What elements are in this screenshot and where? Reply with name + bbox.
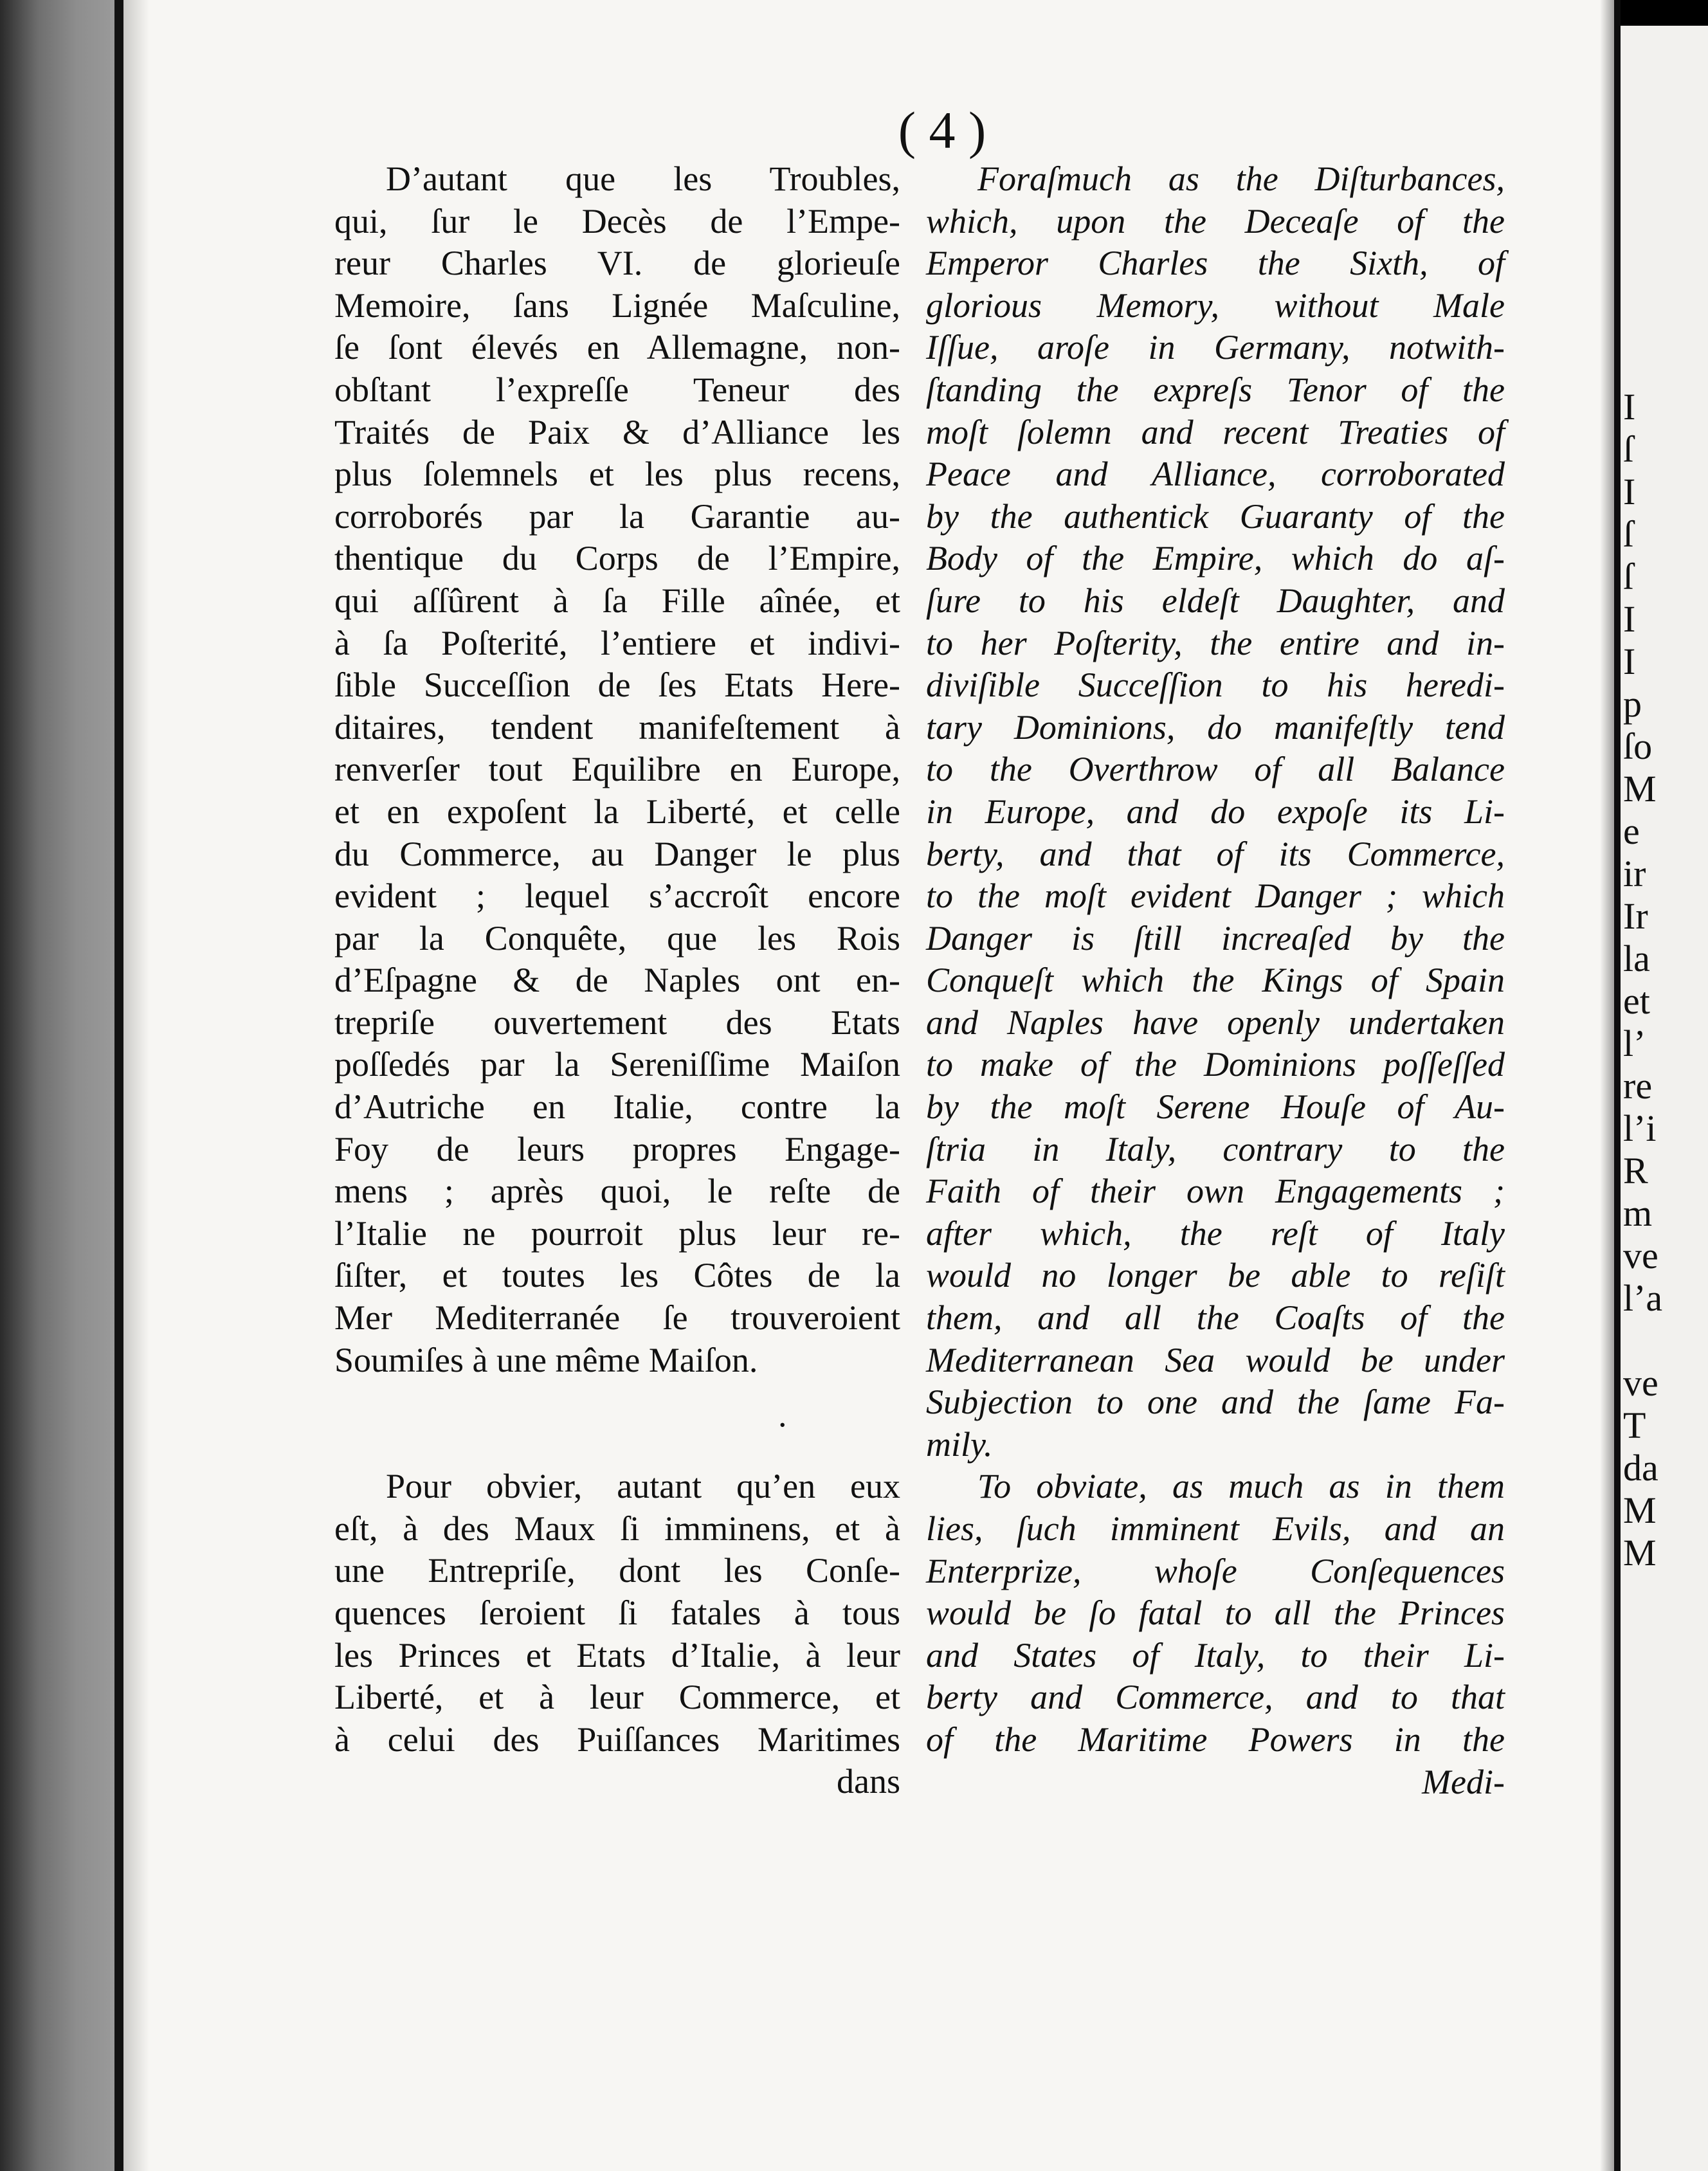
english-catchword: Medi- bbox=[1422, 1762, 1505, 1801]
text-line: glorious Memory, without Male bbox=[926, 286, 1505, 325]
text-line: ſible Succeſſion de ſes Etats Here- bbox=[334, 666, 900, 705]
french-paragraph-1 bbox=[334, 158, 900, 1381]
text-line: would be ſo fatal to all the Princes bbox=[926, 1594, 1505, 1633]
text-line: to the moſt evident Danger ; which bbox=[926, 877, 1505, 916]
next-page-fragment: ſ bbox=[1623, 513, 1634, 555]
text-line: Peace and Alliance, corroborated bbox=[926, 455, 1505, 494]
next-page-fragment: et bbox=[1623, 980, 1650, 1022]
next-page-fragment: M bbox=[1623, 1532, 1657, 1574]
text-line: and States of Italy, to their Li- bbox=[926, 1635, 1505, 1675]
next-page-fragment: e bbox=[1623, 810, 1640, 852]
text-line: du Commerce, au Danger le plus bbox=[334, 834, 900, 873]
text-line: ſtria in Italy, contrary to the bbox=[926, 1129, 1505, 1168]
text-line: Subjection to one and the ſame Fa- bbox=[926, 1383, 1505, 1422]
text-line: Danger is ſtill increaſed by the bbox=[926, 918, 1505, 958]
paragraph-separator bbox=[334, 1381, 900, 1466]
text-line: et en expoſent la Liberté, et celle bbox=[334, 792, 900, 831]
text-line: trepriſe ouvertement des Etats bbox=[334, 1003, 900, 1042]
text-line: d’Eſpagne & de Naples ont en- bbox=[334, 961, 900, 1000]
text-line: Foy de leurs propres Engage- bbox=[334, 1129, 900, 1168]
text-line: mens ; après quoi, le reſte de bbox=[334, 1172, 900, 1211]
text-line: would no longer be able to reſiſt bbox=[926, 1256, 1505, 1295]
french-column bbox=[334, 158, 900, 1803]
next-page-fragment: ve bbox=[1623, 1235, 1658, 1276]
text-line: which, upon the Deceaſe of the bbox=[926, 201, 1505, 241]
text-line: of the Maritime Powers in the bbox=[926, 1720, 1505, 1759]
next-page-fragment bbox=[1623, 1320, 1708, 1362]
text-line: to the Overthrow of all Balance bbox=[926, 750, 1505, 789]
text-line: poſſedés par la Sereniſſime Maiſon bbox=[334, 1045, 900, 1084]
text-line: to her Poſterity, the entire and in- bbox=[926, 623, 1505, 662]
next-page-fragment: ſ bbox=[1623, 428, 1634, 470]
next-page-fragment: p bbox=[1623, 683, 1642, 725]
next-page-fragment: l’ bbox=[1623, 1022, 1646, 1064]
text-line: qui aſſûrent à ſa Fille aînée, et bbox=[334, 581, 900, 620]
page-fold-shadow bbox=[123, 0, 149, 2171]
text-line: diviſible Succeſſion to his heredi- bbox=[926, 666, 1505, 705]
text-line: Body of the Empire, which do aſ- bbox=[926, 539, 1505, 578]
text-line: berty and Commerce, and to that bbox=[926, 1678, 1505, 1717]
next-page-fragment: ve bbox=[1623, 1362, 1658, 1404]
next-page-fragment: I bbox=[1623, 640, 1636, 682]
gutter-edge bbox=[114, 0, 123, 2171]
english-paragraph-2 bbox=[926, 1466, 1505, 1761]
text-line: Mer Mediterranée ſe trouveroient bbox=[334, 1298, 900, 1338]
text-line: To obviate, as much as in them bbox=[977, 1467, 1505, 1506]
text-line: after which, the reſt of Italy bbox=[926, 1213, 1505, 1253]
text-line: mily. bbox=[926, 1424, 993, 1464]
text-line: l’Italie ne pourroit plus leur re- bbox=[334, 1213, 900, 1253]
page-edge-shadow bbox=[1600, 0, 1614, 2171]
english-column bbox=[926, 158, 1505, 1803]
next-page-fragment: re bbox=[1623, 1065, 1653, 1107]
text-line: Iſſue, aroſe in Germany, notwith- bbox=[926, 328, 1505, 367]
text-line: Liberté, et à leur Commerce, et bbox=[334, 1678, 900, 1717]
text-line: Pour obvier, autant qu’en eux bbox=[386, 1467, 900, 1506]
text-line: them, and all the Coaſts of the bbox=[926, 1298, 1505, 1338]
text-line: to make of the Dominions poſſeſſed bbox=[926, 1045, 1505, 1084]
text-line: par la Conquête, que les Rois bbox=[334, 918, 900, 958]
next-page-fragment: ir bbox=[1623, 853, 1646, 895]
text-line: moſt ſolemn and recent Treaties of bbox=[926, 412, 1505, 451]
text-line: by the moſt Serene Houſe of Au- bbox=[926, 1087, 1505, 1127]
text-line: corroborés par la Garantie au- bbox=[334, 496, 900, 536]
text-line: Conqueſt which the Kings of Spain bbox=[926, 961, 1505, 1000]
text-line: d’Autriche en Italie, contre la bbox=[334, 1087, 900, 1127]
text-line: Enterprize, whoſe Conſequences bbox=[926, 1551, 1505, 1590]
text-line: in Europe, and do expoſe its Li- bbox=[926, 792, 1505, 831]
next-page-fragment: I bbox=[1623, 598, 1636, 640]
text-line: Traités de Paix & d’Alliance les bbox=[334, 412, 900, 451]
page-divider bbox=[1614, 0, 1621, 2171]
next-page-fragment: m bbox=[1623, 1192, 1653, 1234]
next-page-fragment: la bbox=[1623, 938, 1650, 979]
text-line: thentique du Corps de l’Empire, bbox=[334, 539, 900, 578]
text-line: qui, ſur le Decès de l’Empe- bbox=[334, 201, 900, 241]
next-page-fragment: ſo bbox=[1623, 725, 1653, 767]
next-page-fragment: l’i bbox=[1623, 1107, 1657, 1149]
next-page-fragment: Ir bbox=[1623, 895, 1648, 937]
text-line: les Princes et Etats d’Italie, à leur bbox=[334, 1635, 900, 1675]
text-line: Foraſmuch as the Diſturbances, bbox=[977, 159, 1505, 198]
text-line: à ſa Poſterité, l’entiere et indivi- bbox=[334, 623, 900, 662]
french-catchword: dans bbox=[837, 1762, 900, 1801]
text-line: and Naples have openly undertaken bbox=[926, 1003, 1505, 1042]
text-line: berty, and that of its Commerce, bbox=[926, 834, 1505, 873]
text-line: ditaires, tendent manifeſtement à bbox=[334, 707, 900, 747]
next-page-fragment: T bbox=[1623, 1404, 1646, 1446]
text-line: ſe ſont élevés en Allemagne, non- bbox=[334, 328, 900, 367]
text-line: lies, ſuch imminent Evils, and an bbox=[926, 1509, 1505, 1548]
next-page-fragment: ſ bbox=[1623, 556, 1634, 597]
text-line: ſtanding the expreſs Tenor of the bbox=[926, 370, 1505, 409]
next-page-fragment: M bbox=[1623, 1489, 1657, 1531]
text-line: plus ſolemnels et les plus recens, bbox=[334, 455, 900, 494]
text-line: Soumiſes à une même Maiſon. bbox=[334, 1340, 758, 1379]
text-line: à celui des Puiſſances Maritimes bbox=[334, 1720, 900, 1759]
next-page-fragment: M bbox=[1623, 768, 1657, 810]
text-line: tary Dominions, do manifeſtly tend bbox=[926, 707, 1505, 747]
french-paragraph-2 bbox=[334, 1466, 900, 1761]
text-line: obſtant l’expreſſe Teneur des bbox=[334, 370, 900, 409]
text-line: evident ; lequel s’accroît encore bbox=[334, 877, 900, 916]
text-line: quences ſeroient ſi fatales à tous bbox=[334, 1594, 900, 1632]
next-page-fragment: I bbox=[1623, 471, 1636, 513]
text-line: une Entrepriſe, dont les Conſe- bbox=[334, 1551, 900, 1590]
text-line: eſt, à des Maux ſi imminens, et à bbox=[334, 1509, 900, 1548]
text-line: reur Charles VI. de glorieuſe bbox=[334, 244, 900, 283]
text-line: D’autant que les Troubles, bbox=[386, 159, 900, 198]
next-page-text-fragments bbox=[1623, 386, 1708, 1574]
page-number: ( 4 ) bbox=[898, 101, 986, 159]
text-line: by the authentick Guaranty of the bbox=[926, 496, 1505, 536]
text-line: ſiſter, et toutes les Côtes de la bbox=[334, 1256, 900, 1295]
text-line: Memoire, ſans Lignée Maſculine, bbox=[334, 286, 900, 325]
next-page-fragment: l’a bbox=[1623, 1277, 1663, 1319]
next-page-fragment: I bbox=[1623, 386, 1636, 428]
text-line: Mediterranean Sea would be under bbox=[926, 1340, 1505, 1379]
text-line: ſure to his eldeſt Daughter, and bbox=[926, 581, 1505, 620]
english-paragraph-1 bbox=[926, 158, 1505, 1466]
text-line: renverſer tout Equilibre en Europe, bbox=[334, 750, 900, 789]
book-gutter bbox=[0, 0, 114, 2171]
next-page-fragment: R bbox=[1623, 1150, 1648, 1192]
separator-dot: . bbox=[778, 1395, 787, 1435]
next-page-fragment: da bbox=[1623, 1447, 1658, 1489]
text-line: Faith of their own Engagements ; bbox=[926, 1172, 1505, 1211]
text-line: Emperor Charles the Sixth, of bbox=[926, 244, 1505, 283]
